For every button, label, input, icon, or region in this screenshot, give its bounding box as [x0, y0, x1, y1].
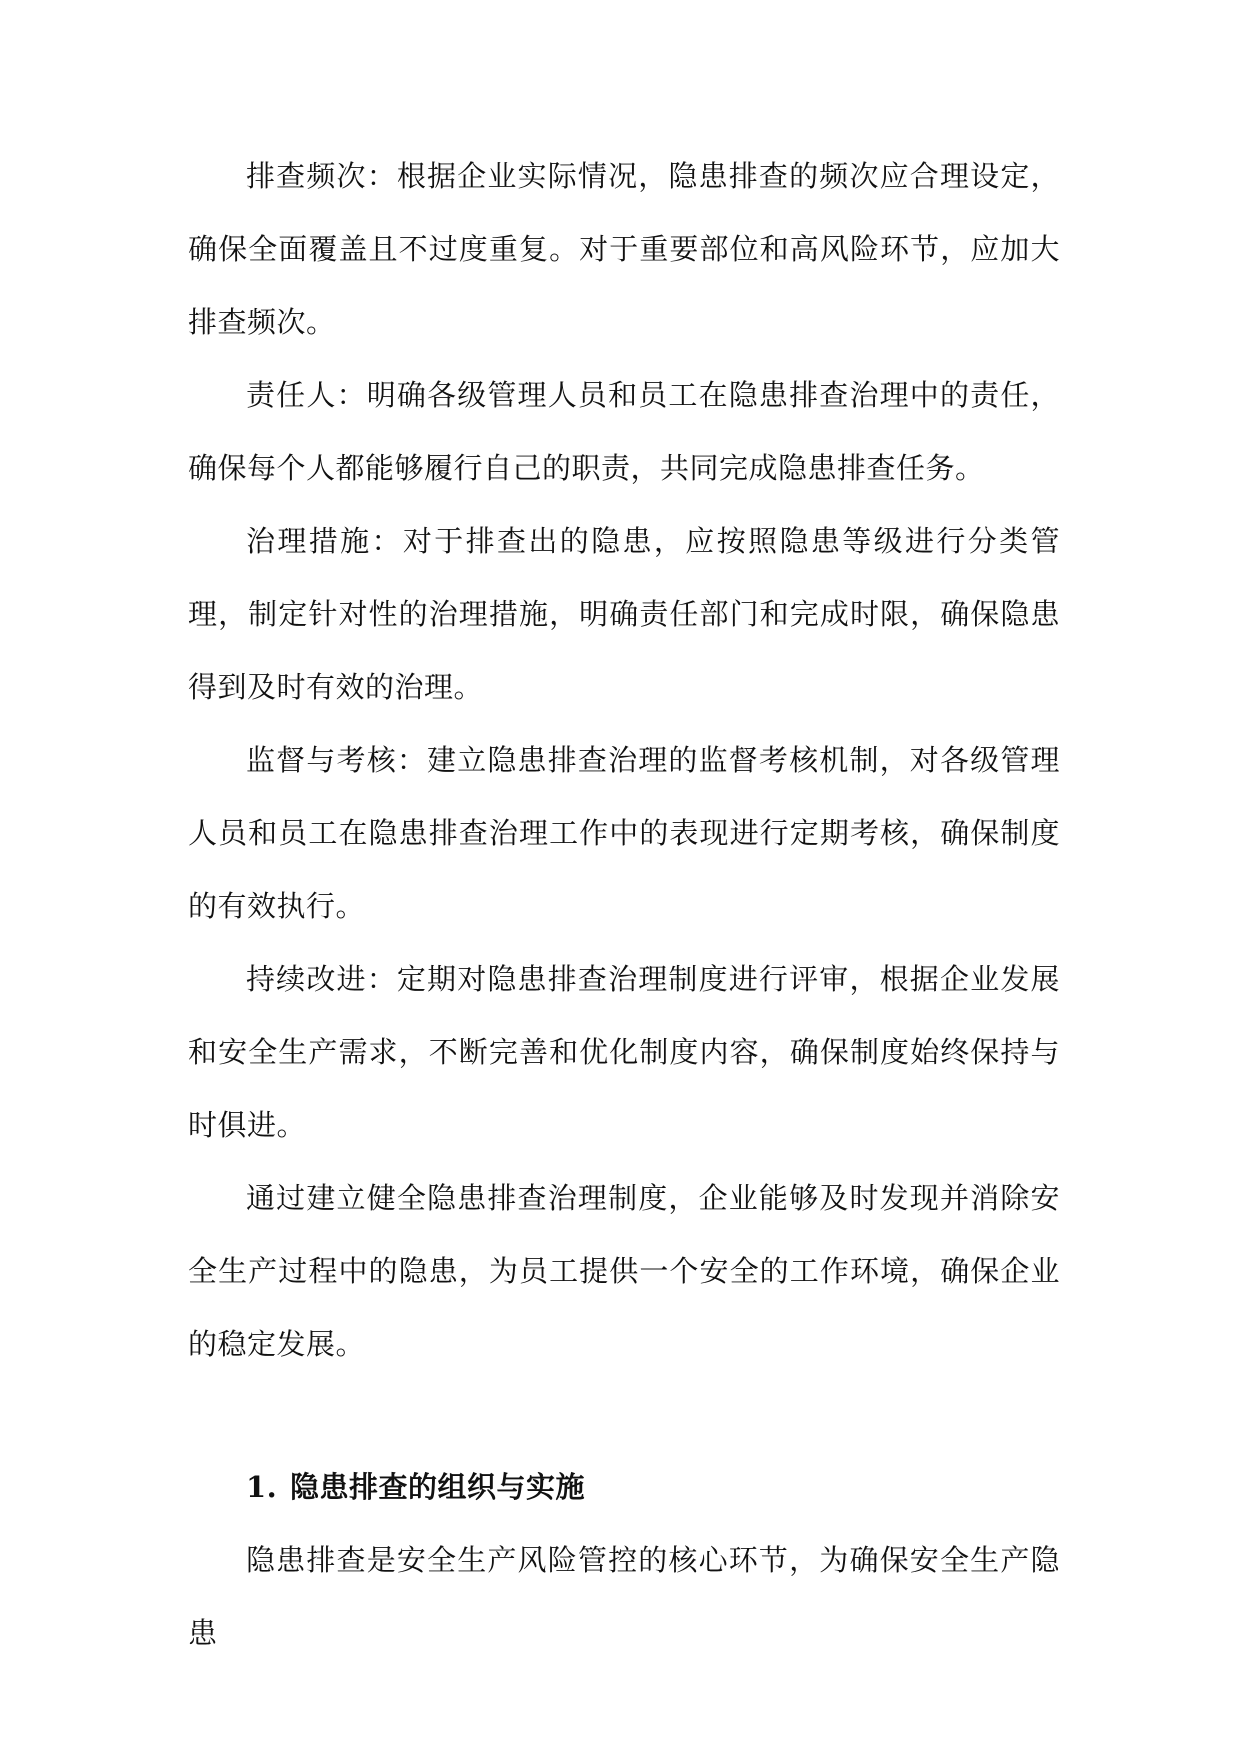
section-title: 隐患排查的组织与实施	[290, 1470, 586, 1504]
paragraph-responsible-person: 责任人：明确各级管理人员和员工在隐患排查治理中的责任，确保每个人都能够履行自己的职责，共同完成隐患排查任务。	[188, 378, 1060, 485]
paragraph-inspection-frequency: 排查频次：根据企业实际情况，隐患排查的频次应合理设定，确保全面覆盖且不过度重复。对于重要部位和高风险环节，应加大排查频次。	[188, 159, 1060, 339]
paragraph-supervision-assessment: 监督与考核：建立隐患排查治理的监督考核机制，对各级管理人员和员工在隐患排查治理工作中的表现进行定期考核，确保制度的有效执行。	[188, 743, 1060, 923]
paragraph-conclusion: 通过建立健全隐患排查治理制度，企业能够及时发现并消除安全生产过程中的隐患，为员工提供一个安全的工作环境，确保企业的稳定发展。	[188, 1181, 1060, 1361]
document-body	[188, 140, 1060, 1670]
paragraph-remediation-measures: 治理措施：对于排查出的隐患，应按照隐患等级进行分类管理，制定针对性的治理措施，明确责任部门和完成时限，确保隐患得到及时有效的治理。	[188, 524, 1060, 704]
paragraph-section-intro: 隐患排查是安全生产风险管控的核心环节，为确保安全生产隐患	[188, 1543, 1060, 1650]
section-number: 1.	[246, 1470, 278, 1504]
section-heading	[188, 1451, 1060, 1524]
paragraph-continuous-improvement: 持续改进：定期对隐患排查治理制度进行评审，根据企业发展和安全生产需求，不断完善和优化制度内容，确保制度始终保持与时俱进。	[188, 962, 1060, 1142]
